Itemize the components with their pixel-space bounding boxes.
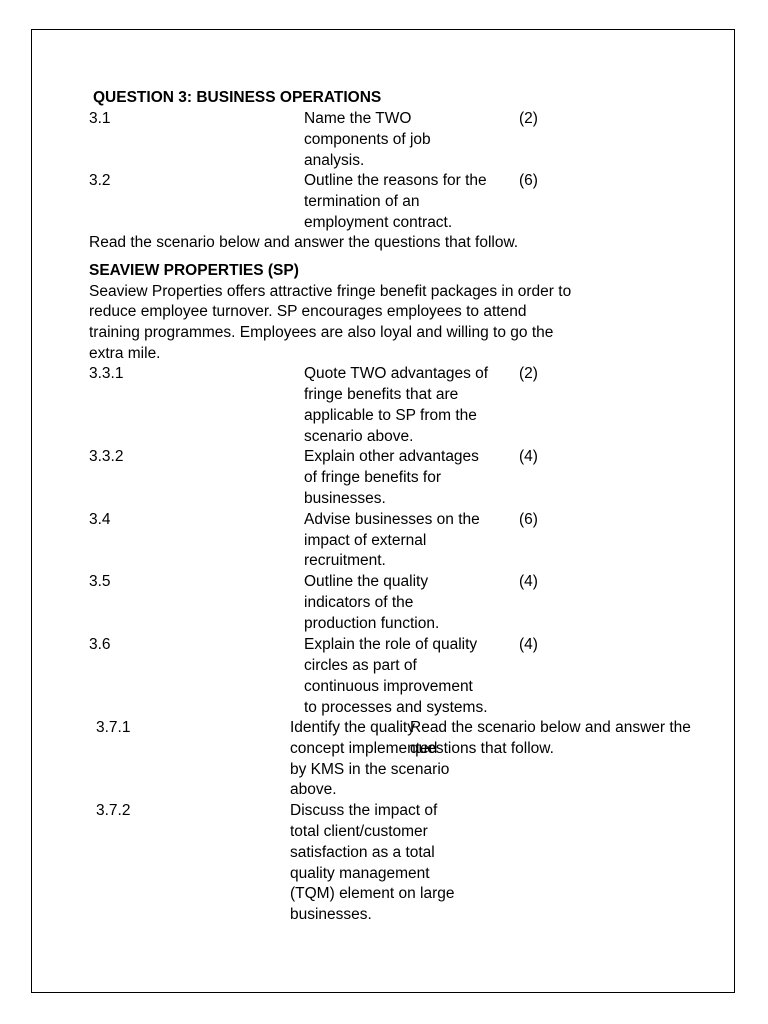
question-number: 3.4 xyxy=(89,511,111,528)
overlap-text-line: questions that follow. xyxy=(410,740,554,757)
question-number: 3.7.1 xyxy=(96,719,131,736)
question-marks: (2) xyxy=(519,110,538,127)
question-text-line: termination of an xyxy=(304,193,420,210)
question-marks: (4) xyxy=(519,636,538,653)
question-text-line: businesses. xyxy=(290,906,372,923)
question-text-line: Quote TWO advantages of xyxy=(304,365,489,382)
question-text-line: scenario above. xyxy=(304,428,414,445)
question-number: 3.7.2 xyxy=(96,802,131,819)
question-text-line: Discuss the impact of xyxy=(290,802,438,819)
question-text-line: impact of external xyxy=(304,532,427,549)
question-text-line: recruitment. xyxy=(304,552,386,569)
question-text-line: indicators of the xyxy=(304,594,414,611)
question-text-line: production function. xyxy=(304,615,440,632)
question-text-line: of fringe benefits for xyxy=(304,469,441,486)
question-text-line: quality management xyxy=(290,865,430,882)
case-study-line: training programmes. Employees are also loyal and willing to go the xyxy=(89,324,554,341)
question-number: 3.1 xyxy=(89,110,111,127)
case-study-line: reduce employee turnover. SP encourages employees to attend xyxy=(89,303,527,320)
question-text-line: applicable to SP from the xyxy=(304,407,477,424)
intro-text: Read the scenario below and answer the questions that follow. xyxy=(89,234,519,251)
case-study-heading: SEAVIEW PROPERTIES (SP) xyxy=(89,262,299,279)
question-marks: (6) xyxy=(519,172,538,189)
question-number: 3.5 xyxy=(89,573,111,590)
question-text-line: Identify the quality xyxy=(290,719,415,736)
overlap-text-line: Read the scenario below and answer the xyxy=(410,719,691,736)
question-text-line: Outline the reasons for the xyxy=(304,172,487,189)
question-text-line: Outline the quality xyxy=(304,573,429,590)
question-text-line: Advise businesses on the xyxy=(304,511,480,528)
question-text-line: satisfaction as a total xyxy=(290,844,435,861)
question-text-line: analysis. xyxy=(304,152,365,169)
question-text-line: businesses. xyxy=(304,490,386,507)
question-text-line: Name the TWO xyxy=(304,110,412,127)
question-text-line: (TQM) element on large xyxy=(290,885,455,902)
question-number: 3.6 xyxy=(89,636,111,653)
question-text-line: Explain the role of quality xyxy=(304,636,478,653)
question-number: 3.3.2 xyxy=(89,448,124,465)
question-text-line: continuous improvement xyxy=(304,678,473,695)
question-number: 3.3.1 xyxy=(89,365,124,382)
question-text-line: to processes and systems. xyxy=(304,699,488,716)
question-text-line: concept implemented xyxy=(290,740,438,757)
question-text-line: by KMS in the scenario xyxy=(290,761,450,778)
case-study-line: Seaview Properties offers attractive fringe benefit packages in order to xyxy=(89,283,572,300)
question-marks: (6) xyxy=(519,511,538,528)
question-marks: (4) xyxy=(519,573,538,590)
question-marks: (4) xyxy=(519,448,538,465)
question-text-line: employment contract. xyxy=(304,214,453,231)
question-marks: (2) xyxy=(519,365,538,382)
question-text-line: total client/customer xyxy=(290,823,428,840)
question-text-line: above. xyxy=(290,781,337,798)
question-text-line: components of job xyxy=(304,131,431,148)
question-text-line: circles as part of xyxy=(304,657,417,674)
question-title: QUESTION 3: BUSINESS OPERATIONS xyxy=(93,89,382,106)
question-text-line: fringe benefits that are xyxy=(304,386,459,403)
question-text-line: Explain other advantages xyxy=(304,448,479,465)
case-study-line: extra mile. xyxy=(89,345,161,362)
question-number: 3.2 xyxy=(89,172,111,189)
